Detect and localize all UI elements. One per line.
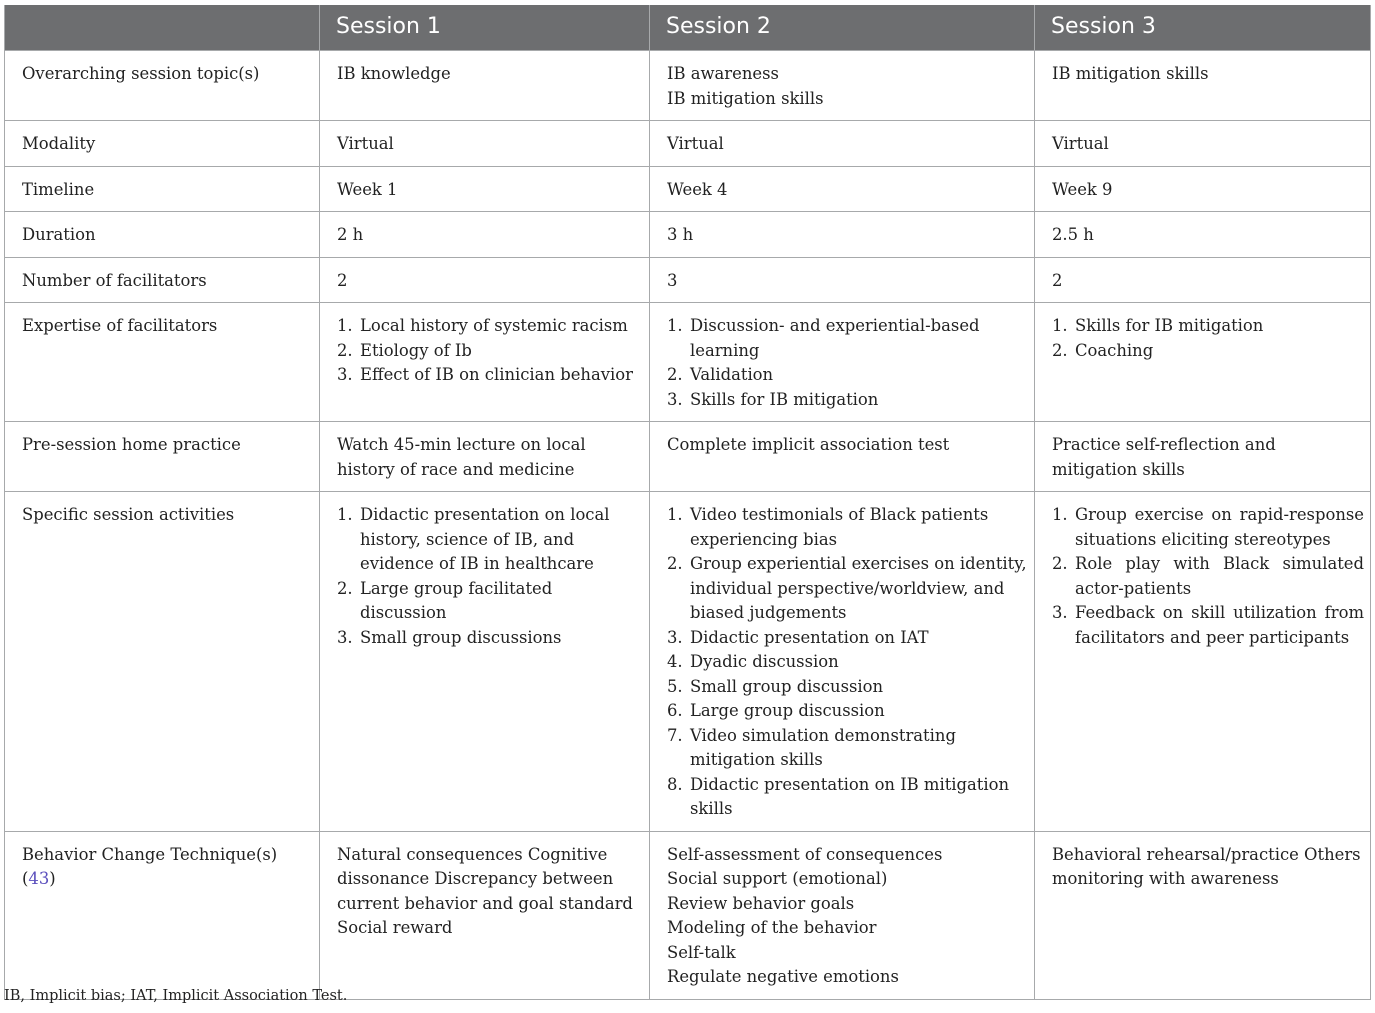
row-label	[5, 121, 320, 167]
row-label	[5, 257, 320, 303]
list-item: 2. Validation	[667, 365, 774, 384]
session-1-cell	[320, 492, 650, 832]
list-item: 1. Video testimonials of Black patients experiencing bias	[667, 505, 989, 549]
list-item: 4. Dyadic discussion	[667, 652, 839, 671]
table-row	[5, 257, 1371, 303]
header-session-3: Session 3	[1035, 5, 1371, 51]
cell-text-line: Self-assessment of consequences	[667, 844, 943, 864]
row-label	[5, 166, 320, 212]
row-label-text: Specific session activities	[22, 505, 235, 524]
cell-text-line: Modeling of the behavior	[667, 918, 877, 937]
row-label: Behavior Change Technique(s) (43)	[5, 831, 320, 999]
numbered-list	[667, 314, 1028, 412]
session-3-cell	[1035, 831, 1371, 999]
session-1-cell	[320, 831, 650, 999]
table-row	[5, 51, 1371, 121]
list-item-text: Video testimonials of Black patients experiencing bias	[690, 505, 989, 549]
list-item-text: Skills for IB mitigation	[1075, 316, 1264, 335]
row-label	[5, 303, 320, 422]
numbered-list	[667, 503, 1028, 822]
row-label-text: Modality	[22, 134, 96, 153]
session-3-cell	[1035, 303, 1371, 422]
session-2-cell	[650, 492, 1035, 832]
row-label	[5, 422, 320, 492]
header-session-2: Session 2	[650, 5, 1035, 51]
list-item: 3. Effect of IB on clinician behavior	[337, 365, 633, 384]
cell-text-line: Social reward	[337, 918, 453, 937]
row-label-text: Behavior Change Technique(s)	[22, 844, 278, 864]
row-label	[5, 212, 320, 258]
list-item: 2. Coaching	[1052, 340, 1154, 360]
cell-text-line: 2	[337, 270, 348, 290]
numbered-list	[337, 314, 643, 388]
cell-text-line: Week 1	[337, 179, 398, 199]
row-label-text: Expertise of facilitators	[22, 316, 218, 335]
list-item-text: Discussion- and experiential-based learning	[690, 316, 980, 360]
numbered-list	[1052, 503, 1364, 650]
cell-text-line: Regulate negative emotions	[667, 967, 899, 986]
cell-text-line: Practice self-reflection and mitigation skills	[1052, 435, 1276, 479]
cell-text-line: 3 h	[667, 225, 694, 244]
session-2-cell	[650, 212, 1035, 258]
cell-text-line: IB knowledge	[337, 64, 451, 83]
cell-text-line: Virtual	[337, 134, 394, 153]
list-item: 1. Group exercise on rapid-response situations eliciting stereotypes	[1052, 505, 1364, 549]
list-item: 5. Small group discussion	[667, 676, 884, 696]
list-item-text: Group exercise on rapid-response situations eliciting stereotypes	[1075, 505, 1364, 549]
cell-text-line: Week 4	[667, 179, 728, 199]
cell-text-line: Watch 45-min lecture on local history of race and medicine	[337, 435, 586, 479]
table-row	[5, 212, 1371, 258]
list-item: 2. Large group facilitated discussion	[337, 578, 553, 622]
table-row	[5, 831, 1371, 999]
row-label	[5, 492, 320, 832]
list-item-text: Group experiential exercises on identity, individual perspective/worldview, and biased judgements	[690, 554, 1027, 622]
table-row	[5, 492, 1371, 832]
list-item-text: Didactic presentation on local history, science of IB, and evidence of IB in healthcare	[360, 505, 610, 573]
cell-text-line: Social support (emotional)	[667, 869, 888, 888]
row-label-text: Overarching session topic(s)	[22, 64, 260, 83]
cell-text-line: 3	[667, 270, 678, 290]
list-item: 2. Role play with Black simulated actor-patients	[1052, 554, 1364, 598]
list-item: 7. Video simulation demonstrating mitigation skills	[667, 725, 956, 769]
session-1-cell	[320, 422, 650, 492]
session-1-cell	[320, 257, 650, 303]
list-item-text: Skills for IB mitigation	[690, 389, 879, 409]
list-item-text: Effect of IB on clinician behavior	[360, 365, 633, 384]
list-item-text: Small group discussions	[360, 627, 562, 647]
session-2-cell	[650, 166, 1035, 212]
session-3-cell	[1035, 257, 1371, 303]
session-1-cell	[320, 121, 650, 167]
session-2-cell	[650, 51, 1035, 121]
row-label-text: Number of facilitators	[22, 270, 207, 290]
session-2-cell	[650, 303, 1035, 422]
list-item-text: Video simulation demonstrating mitigation skills	[690, 725, 956, 769]
row-label-text: Pre-session home practice	[22, 435, 241, 454]
session-1-cell	[320, 166, 650, 212]
list-item-text: Local history of systemic racism	[360, 316, 628, 335]
reference-link[interactable]: 43	[28, 869, 50, 888]
list-item-text: Dyadic discussion	[690, 652, 839, 671]
list-item: 8. Didactic presentation on IB mitigation skills	[667, 774, 1010, 818]
list-item: 1. Local history of systemic racism	[337, 316, 628, 335]
header-session-1: Session 1	[320, 5, 650, 51]
list-item: 1. Discussion- and experiential-based learning	[667, 316, 980, 360]
table-row	[5, 422, 1371, 492]
session-1-cell	[320, 303, 650, 422]
table-row	[5, 303, 1371, 422]
list-item-text: Large group facilitated discussion	[360, 578, 553, 622]
cell-text-line: IB mitigation skills	[667, 88, 824, 108]
row-label	[5, 51, 320, 121]
session-3-cell	[1035, 422, 1371, 492]
session-2-cell	[650, 257, 1035, 303]
header-row	[5, 5, 1371, 51]
session-2-cell	[650, 121, 1035, 167]
list-item: 3. Small group discussions	[337, 627, 562, 647]
table-row	[5, 121, 1371, 167]
list-item-text: Coaching	[1075, 340, 1154, 360]
table-footnote: IB, Implicit bias; IAT, Implicit Association Test.	[4, 988, 348, 1004]
session-3-cell	[1035, 492, 1371, 832]
session-2-cell	[650, 422, 1035, 492]
session-1-cell	[320, 212, 650, 258]
cell-text-line: Behavioral rehearsal/practice Others monitoring with awareness	[1052, 844, 1361, 888]
list-item-text: Large group discussion	[690, 701, 885, 720]
list-item: 3. Skills for IB mitigation	[667, 389, 879, 409]
session-3-cell	[1035, 212, 1371, 258]
cell-text-line: Complete implicit association test	[667, 435, 950, 454]
list-item: 3. Feedback on skill utilization from facilitators and peer participants	[1052, 603, 1364, 647]
list-item-text: Small group discussion	[690, 676, 884, 696]
row-label-text: Duration	[22, 225, 96, 244]
cell-text-line: Natural consequences Cognitive dissonance Discrepancy between current behavior and goal standard	[337, 844, 633, 913]
cell-text-line: IB mitigation skills	[1052, 64, 1209, 83]
cell-text-line: Virtual	[667, 134, 724, 153]
header-blank	[5, 5, 320, 51]
list-item: 3. Didactic presentation on IAT	[667, 627, 929, 647]
cell-text-line: Review behavior goals	[667, 893, 855, 913]
cell-text-line: 2.5 h	[1052, 225, 1094, 244]
list-item-text: Didactic presentation on IAT	[690, 627, 929, 647]
list-item-text: Role play with Black simulated actor-patients	[1075, 554, 1364, 598]
list-item-text: Didactic presentation on IB mitigation skills	[690, 774, 1010, 818]
list-item: 2. Etiology of Ib	[337, 340, 472, 360]
cell-text-line: 2 h	[337, 225, 364, 244]
session-3-cell	[1035, 51, 1371, 121]
list-item: 1. Skills for IB mitigation	[1052, 316, 1264, 335]
list-item: 1. Didactic presentation on local history, science of IB, and evidence of IB in healthcare	[337, 505, 610, 573]
list-item-text: Feedback on skill utilization from facilitators and peer participants	[1075, 603, 1364, 647]
cell-text-line: 2	[1052, 270, 1063, 290]
session-3-cell	[1035, 166, 1371, 212]
session-1-cell	[320, 51, 650, 121]
cell-text-line: IB awareness	[667, 64, 779, 83]
cell-text-line: Week 9	[1052, 179, 1113, 199]
table-row	[5, 166, 1371, 212]
cell-text-line: Self-talk	[667, 942, 736, 962]
numbered-list	[337, 503, 643, 650]
session-3-cell	[1035, 121, 1371, 167]
session-table	[4, 5, 1371, 1000]
session-2-cell	[650, 831, 1035, 999]
list-item-text: Etiology of Ib	[360, 340, 472, 360]
numbered-list	[1052, 314, 1364, 363]
row-label-text: Timeline	[22, 179, 95, 199]
cell-text-line: Virtual	[1052, 134, 1109, 153]
list-item: 2. Group experiential exercises on identity, individual perspective/worldview, and biased judgements	[667, 554, 1027, 622]
list-item: 6. Large group discussion	[667, 701, 885, 720]
list-item-text: Validation	[690, 365, 774, 384]
